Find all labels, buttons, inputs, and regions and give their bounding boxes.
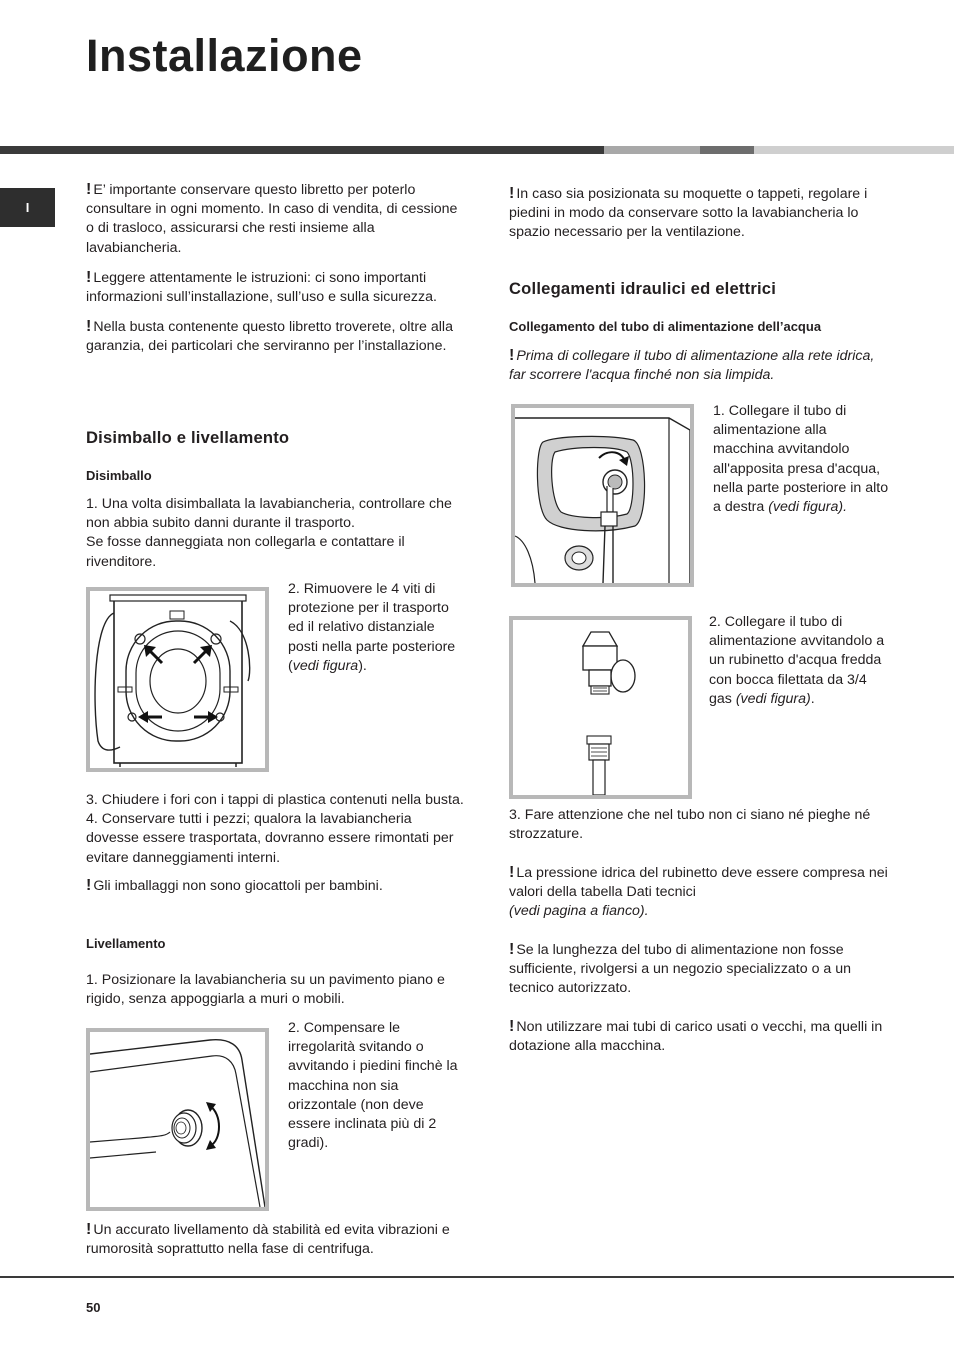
disimballo-steps-3-4 <box>86 791 466 896</box>
warning-icon: ! <box>86 318 92 336</box>
right-warning-old-hoses: ! Non utilizzare mai tubi di carico usati o vecchi, ma quelli in dotazione alla macchina. <box>509 1018 883 1055</box>
rear-panel-illustration <box>90 591 265 768</box>
collegamento-step1: 1. Collegare il tubo di alimentazione alla macchina avvitandolo all'apposita presa d'acqua, nella parte posteriore in alto a destra (vedi figura). <box>713 403 889 516</box>
livellamento-step2: 2. Compensare le irregolarità svitando o avvitando i piedini finchè la macchina non sia orizzontale (non deve essere inclinata più di 2 gradi). <box>288 1020 458 1152</box>
disimballo-warning: ! Gli imballaggi non sono giocattoli per bambini. <box>86 876 383 894</box>
header-bar-pale <box>754 146 954 154</box>
warning-icon: ! <box>86 268 92 286</box>
header-bar-mid <box>700 146 754 154</box>
intro-notes <box>86 180 466 357</box>
heading-tubo-alimentazione: Collegamento del tubo di alimentazione dell’acqua <box>509 319 822 334</box>
intro-note-2: ! Leggere attentamente le istruzioni: ci sono importanti informazioni sull’installazione, sull’uso e sulla sicurezza. <box>86 268 437 306</box>
intro-note-3: ! Nella busta contenente questo libretto troverete, oltre alla garanzia, dei particolari che serviranno per l’installazione. <box>86 318 453 355</box>
collegamento-step3: 3. Fare attenzione che nel tubo non ci siano né pieghe né strozzature. <box>509 807 871 843</box>
levelling-foot-illustration <box>90 1032 265 1207</box>
warning-icon: ! <box>86 1221 92 1238</box>
section-title-disimballo: Disimballo e livellamento <box>86 428 290 447</box>
heading-disimballo: Disimballo <box>86 468 152 483</box>
right-warning-top: ! In caso sia posizionata su moquette o tappeti, regolare i piedini in modo da conservare sotto la lavabiancheria lo spazio necessario per la ventilazione. <box>509 185 868 241</box>
language-tab: I <box>0 188 55 227</box>
page-title: Installazione <box>86 30 363 81</box>
header-bar-dark <box>0 146 604 154</box>
heading-livellamento: Livellamento <box>86 936 166 951</box>
disimballo-step1: 1. Una volta disimballata la lavabiancheria, controllare che non abbia subito danni durante il trasporto. Se fosse danneggiata non collegarla e contattare il rivenditore. <box>86 496 452 570</box>
warning-icon: ! <box>509 347 515 364</box>
warning-icon: ! <box>509 864 515 881</box>
livellamento-warning: ! Un accurato livellamento dà stabilità ed evita vibrazioni e rumorosità soprattutto nella fase di centrifuga. <box>86 1221 450 1258</box>
figure-hose-machine <box>511 404 694 587</box>
warning-icon: ! <box>509 1018 515 1035</box>
hose-machine-illustration <box>515 408 690 583</box>
intro-note-1: ! E’ importante conservare questo libretto per poterlo consultare in ogni momento. In caso di vendita, di cessione o di trasloco, assicurarsi che resti insieme alla lavabiancheria. <box>86 181 458 256</box>
livellamento-step1: 1. Posizionare la lavabiancheria su un pavimento piano e rigido, senza appoggiarla a muri o mobili. <box>86 972 445 1008</box>
disimballo-step2: 2. Rimuovere le 4 viti di protezione per il trasporto ed il relativo distanziale posti nella parte posteriore (vedi figura). <box>288 581 456 674</box>
disimballo-step3: 3. Chiudere i fori con i tappi di plastica contenuti nella busta. <box>86 792 464 808</box>
warning-icon: ! <box>86 876 92 894</box>
section-title-collegamenti: Collegamenti idraulici ed elettrici <box>509 279 777 298</box>
page-number: 50 <box>86 1300 101 1315</box>
footer-divider <box>0 1276 954 1278</box>
right-warning-italic: ! Prima di collegare il tubo di alimentazione alla rete idrica, far scorrere l'acqua finché non sia limpida. <box>509 347 875 384</box>
disimballo-step4: 4. Conservare tutti i pezzi; qualora la lavabiancheria dovesse essere trasportata, dovranno essere rimontati per evitare danneggiamenti interni. <box>86 811 454 866</box>
figure-rear-screws <box>86 587 269 772</box>
warning-icon: ! <box>509 185 515 202</box>
header-bar-light <box>604 146 700 154</box>
figure-levelling-foot <box>86 1028 269 1211</box>
right-warning-pressure: ! La pressione idrica del rubinetto deve essere compresa nei valori della tabella Dati tecnici (vedi pagina a fianco). <box>509 864 888 920</box>
figure-tap-hose <box>509 616 692 799</box>
right-warning-length: ! Se la lunghezza del tubo di alimentazione non fosse sufficiente, rivolgersi a un negozio specializzato o a un tecnico autorizzato. <box>509 941 852 997</box>
collegamento-step2: 2. Collegare il tubo di alimentazione avvitandolo a un rubinetto d'acqua fredda con bocca filettata da 3/4 gas (vedi figura). <box>709 614 885 707</box>
warning-icon: ! <box>509 941 515 958</box>
tap-hose-illustration <box>513 620 688 795</box>
warning-icon: ! <box>86 181 92 198</box>
